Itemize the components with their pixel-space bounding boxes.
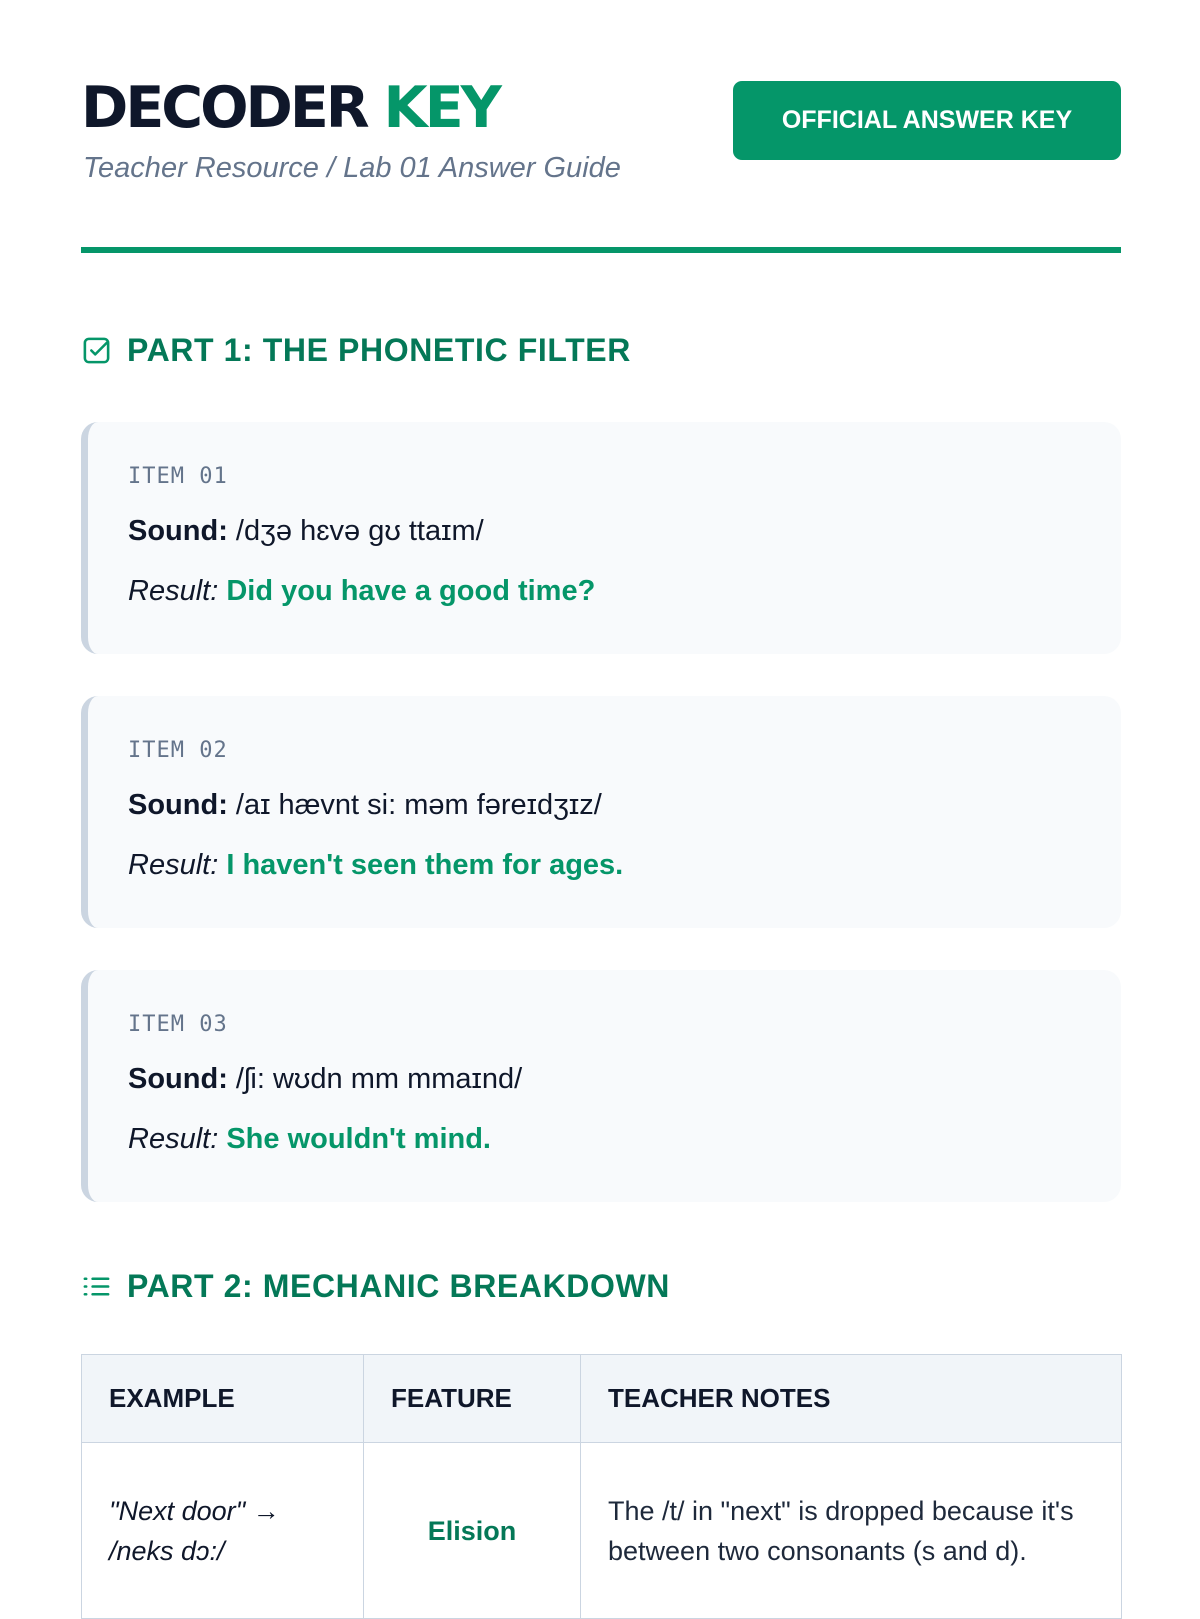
sound-line xyxy=(128,789,602,822)
teacher-notes-cell: The /t/ in "next" is dropped because it's between two consonants (s and d). xyxy=(581,1443,1122,1619)
result-label: Result: xyxy=(128,1123,219,1155)
result-answer: I haven't seen them for ages. xyxy=(226,849,624,881)
sound-transcription: /aɪ hævnt si: məm fəreɪdʒɪz/ xyxy=(235,789,602,821)
answer-key-page xyxy=(81,0,1121,1566)
sound-label: Sound: xyxy=(128,515,228,547)
title-main: DECODER xyxy=(81,75,367,141)
item-label: ITEM 03 xyxy=(128,1012,228,1037)
example-transcription: /neks dɔ:/ xyxy=(109,1535,225,1566)
page-title xyxy=(81,75,499,141)
sound-line xyxy=(128,515,484,548)
example-phrase: "Next door" → xyxy=(109,1495,280,1526)
page-header xyxy=(81,0,1121,254)
item-card xyxy=(81,970,1121,1202)
part2-heading-text: PART 2: MECHANIC BREAKDOWN xyxy=(127,1268,670,1304)
sound-label: Sound: xyxy=(128,1063,228,1095)
column-header-example: EXAMPLE xyxy=(82,1355,364,1443)
title-accent: KEY xyxy=(383,75,499,141)
result-line xyxy=(128,1123,491,1156)
result-line xyxy=(128,575,595,608)
result-answer: She wouldn't mind. xyxy=(226,1123,491,1155)
result-label: Result: xyxy=(128,575,219,607)
part1-heading xyxy=(81,332,631,369)
sound-label: Sound: xyxy=(128,789,228,821)
feature-cell: Elision xyxy=(364,1443,581,1619)
column-header-teacher-notes: TEACHER NOTES xyxy=(581,1355,1122,1443)
sound-transcription: /ʃi: wʊdn mm mmaɪnd/ xyxy=(235,1063,523,1095)
result-line xyxy=(128,849,623,882)
list-icon xyxy=(81,1271,112,1302)
sound-line xyxy=(128,1063,522,1096)
item-label: ITEM 01 xyxy=(128,464,228,489)
item-card xyxy=(81,422,1121,654)
official-answer-key-button[interactable]: OFFICIAL ANSWER KEY xyxy=(733,81,1121,160)
result-label: Result: xyxy=(128,849,219,881)
item-label: ITEM 02 xyxy=(128,738,228,763)
header-divider xyxy=(81,247,1121,253)
mechanic-breakdown-table xyxy=(81,1354,1122,1619)
result-answer: Did you have a good time? xyxy=(226,575,596,607)
part2-heading xyxy=(81,1268,670,1305)
example-cell xyxy=(82,1443,364,1619)
sound-transcription: /dʒə hɛvə gʊ ttaɪm/ xyxy=(235,515,484,547)
part1-heading-text: PART 1: THE PHONETIC FILTER xyxy=(127,332,631,368)
item-card xyxy=(81,696,1121,928)
column-header-feature: FEATURE xyxy=(364,1355,581,1443)
table-row xyxy=(82,1443,1122,1619)
page-subtitle: Teacher Resource / Lab 01 Answer Guide xyxy=(83,152,621,184)
table-header-row xyxy=(82,1355,1122,1443)
checkbox-icon xyxy=(81,335,112,366)
